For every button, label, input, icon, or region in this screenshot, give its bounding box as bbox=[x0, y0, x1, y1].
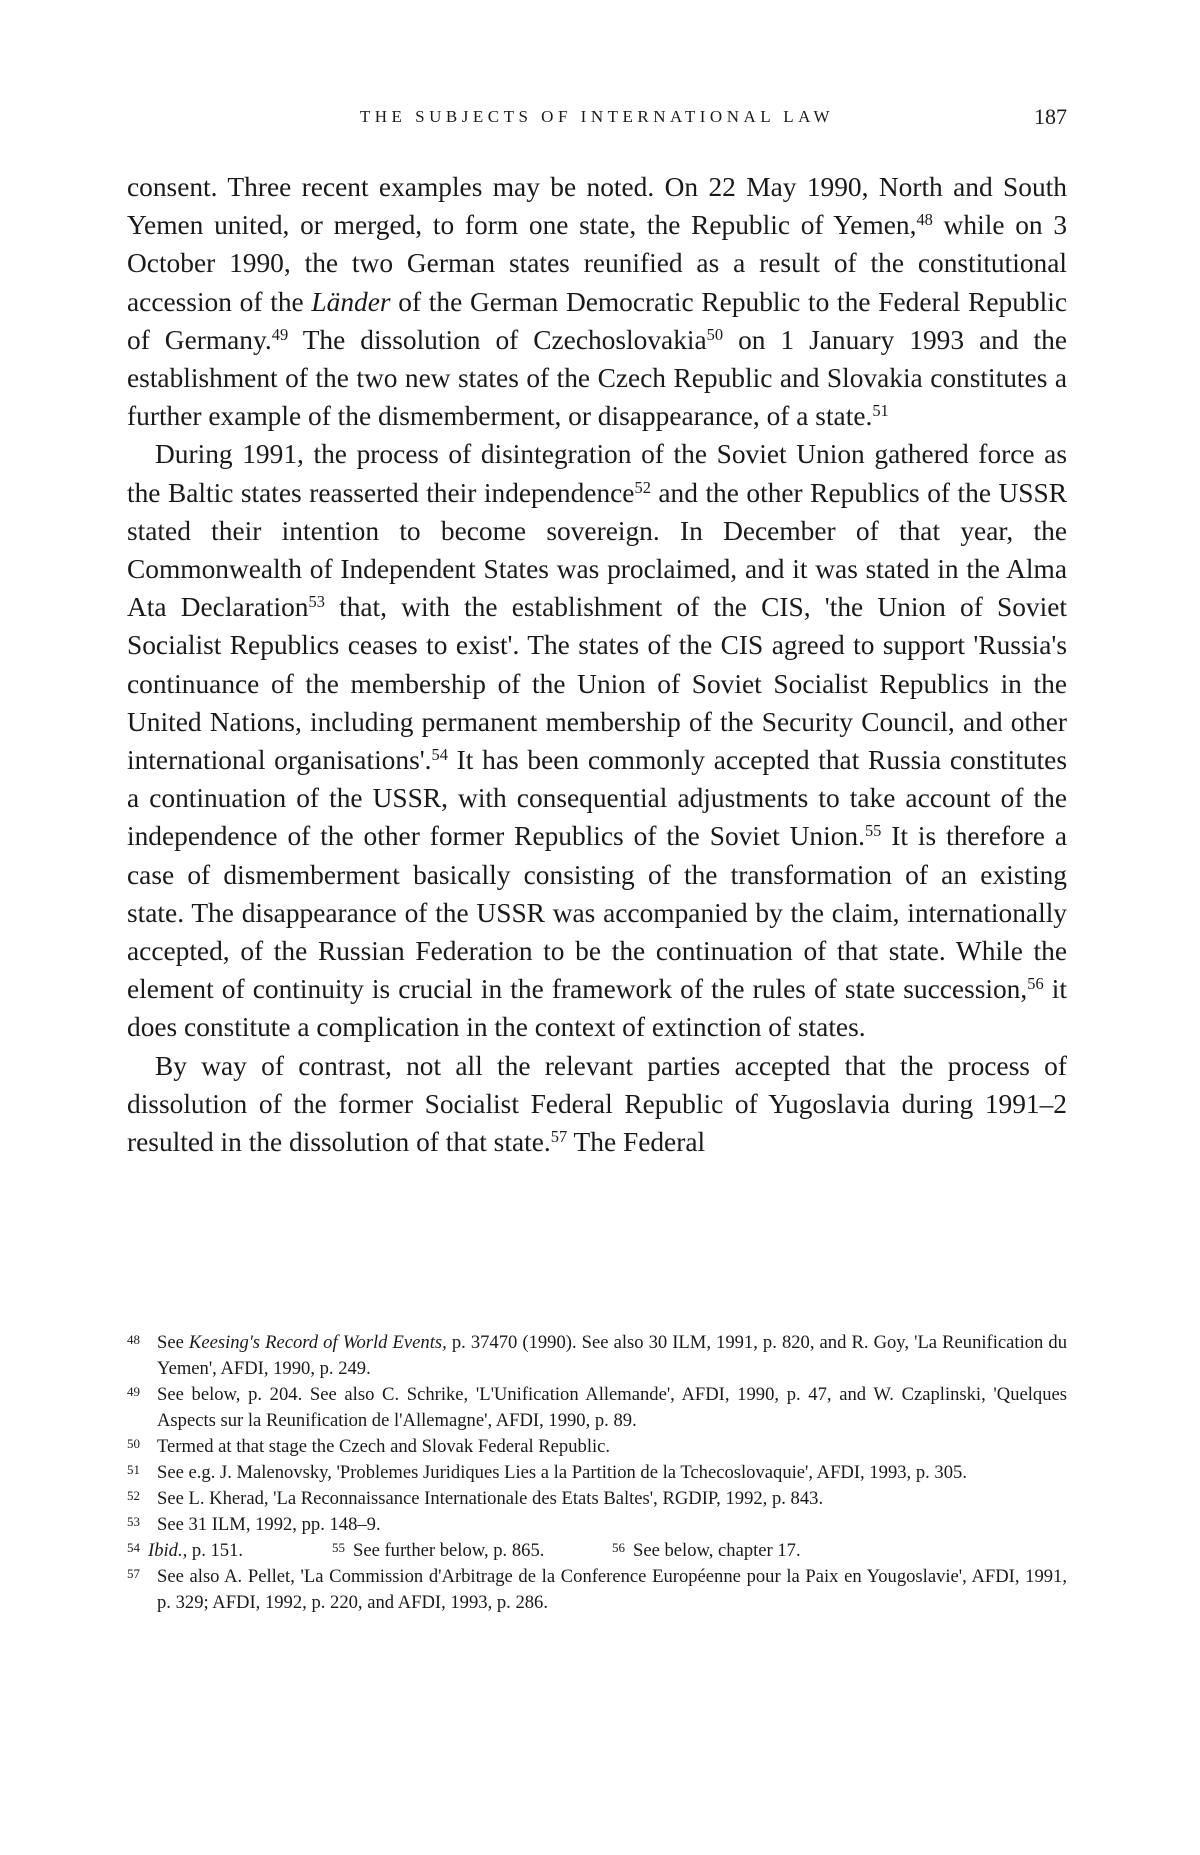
footnote-text: See also A. Pellet, 'La Commission d'Arbitrage de la Conference Européenne pour la Paix en Yougoslavie', AFDI, 1991, p. 329; AFDI, 1992, p. 220, and AFDI, 1993, p. 286. bbox=[157, 1566, 1067, 1613]
text-run: while on 3 October 1990, the two German states reunified as a result of the constitutional accession of the bbox=[127, 210, 1068, 317]
italic-term: Länder bbox=[311, 286, 391, 317]
footnote-ref: 57 bbox=[550, 1127, 568, 1147]
footnote bbox=[127, 1330, 1067, 1382]
footnote-ref: 54 bbox=[431, 745, 448, 765]
footnotes bbox=[127, 1330, 1067, 1616]
text-run: consent. Three recent examples may be noted. On 22 May 1990, North and South Yemen united, or merged, to form one state, the Republic of Yemen, bbox=[127, 172, 1067, 241]
body-text bbox=[127, 168, 1067, 1161]
text-run: that, with the establishment of the CIS, 'the Union of Soviet Socialist Republics ceases to exist'. The states of the CIS agreed to support 'Russia's continuance of the membership of the Union of Soviet Socialist Republics in the United Nations, including permanent membership of the Security Council, and other international organisations'. bbox=[127, 592, 1067, 776]
footnote-text: See below, p. 204. See also C. Schrike, 'L'Unification Allemande', AFDI, 1990, p. 47, and W. Czaplinski, 'Quelques Aspects sur la Reunification de l'Allemagne', AFDI, 1990, p. 89. bbox=[157, 1384, 1067, 1431]
footnote-ref: 51 bbox=[872, 401, 889, 421]
text-run: By way of contrast, not all the relevant parties accepted that the process of dissolution of the former Socialist Federal Republic of Yugoslavia during 1991–2 resulted in the dissolution of that state. bbox=[127, 1050, 1067, 1158]
footnote-text: See below, chapter 17. bbox=[633, 1540, 801, 1561]
footnote bbox=[127, 1564, 1067, 1616]
paragraph bbox=[127, 1047, 1067, 1162]
footnote-number: 48 bbox=[127, 1332, 140, 1347]
footnote-row bbox=[127, 1538, 1067, 1564]
footnote-text: See L. Kherad, 'La Reconnaissance Internationale des Etats Baltes', RGDIP, 1992, p. 843. bbox=[157, 1488, 824, 1509]
footnote-number: 50 bbox=[127, 1436, 140, 1451]
footnote bbox=[127, 1538, 243, 1564]
footnote-ref: 56 bbox=[1027, 974, 1044, 994]
footnote-number: 52 bbox=[127, 1488, 140, 1503]
footnote bbox=[127, 1382, 1067, 1434]
page-number: 187 bbox=[1034, 104, 1067, 129]
text-run: it does constitute a complication in the context of extinction of states. bbox=[127, 974, 1067, 1043]
footnote bbox=[127, 1434, 1067, 1460]
footnote-text: See further below, p. 865. bbox=[353, 1540, 545, 1561]
text-run: It is therefore a case of dismemberment basically consisting of the transformation of an existing state. The disappearance of the USSR was accompanied by the claim, internationally accepted, of the Russian Federation to be the continuation of that state. While the element of continuity is crucial in the framework of the rules of state succession, bbox=[127, 821, 1068, 1005]
footnote bbox=[127, 1512, 1067, 1538]
footnote-ref: 52 bbox=[634, 477, 651, 497]
footnote-number: 54 bbox=[127, 1540, 140, 1555]
text-run: During 1991, the process of disintegration of the Soviet Union gathered force as the Baltic states reasserted their independence bbox=[127, 439, 1067, 508]
footnote-ref: 48 bbox=[916, 210, 933, 230]
footnote bbox=[332, 1538, 544, 1564]
running-head: THE SUBJECTS OF INTERNATIONAL LAW bbox=[359, 107, 835, 126]
footnote bbox=[127, 1486, 1067, 1512]
footnote-text: See e.g. J. Malenovsky, 'Problemes Juridiques Lies a la Partition de la Tchecoslovaquie', AFDI, 1993, p. 305. bbox=[157, 1462, 967, 1483]
paragraph bbox=[127, 168, 1067, 435]
text-run: The dissolution of Czechoslovakia bbox=[288, 324, 707, 355]
footnote-ref: 50 bbox=[706, 324, 724, 344]
footnote-italic: Ibid., bbox=[148, 1540, 188, 1561]
footnote-text: p. 37470 (1990). See also 30 ILM, 1991, p. 820, and R. Goy, 'La Reunification du Yemen', AFDI, 1990, p. 249. bbox=[157, 1332, 1067, 1379]
footnote bbox=[127, 1460, 1067, 1486]
footnote-text: Termed at that stage the Czech and Slovak Federal Republic. bbox=[157, 1436, 611, 1457]
text-run: of the German Democratic Republic to the Federal Republic of Germany. bbox=[127, 286, 1067, 355]
text-run: on 1 January 1993 and the establishment of the two new states of the Czech Republic and Slovakia constitutes a further example of the dismemberment, or disappearance, of a state. bbox=[127, 324, 1067, 432]
text-run: and the other Republics of the USSR stated their intention to become sovereign. In December of that year, the Commonwealth of Independent States was proclaimed, and it was stated in the Alma Ata Declaration bbox=[127, 477, 1067, 623]
footnote-italic: Keesing's Record of World Events, bbox=[188, 1332, 447, 1353]
footnote-number: 56 bbox=[612, 1540, 625, 1555]
footnote bbox=[612, 1538, 801, 1564]
footnote-number: 57 bbox=[127, 1566, 140, 1581]
footnote-number: 51 bbox=[127, 1462, 140, 1477]
page-header bbox=[127, 104, 1067, 134]
footnote-number: 49 bbox=[127, 1384, 140, 1399]
footnote-text: See 31 ILM, 1992, pp. 148–9. bbox=[157, 1514, 381, 1535]
footnote-ref: 53 bbox=[308, 592, 325, 612]
paragraph bbox=[127, 435, 1067, 1046]
text-run: The Federal bbox=[567, 1127, 706, 1158]
footnote-text: See bbox=[157, 1332, 189, 1353]
footnote-number: 53 bbox=[127, 1514, 140, 1529]
footnote-text: p. 151. bbox=[187, 1540, 244, 1561]
footnote-number: 55 bbox=[332, 1540, 345, 1555]
footnote-ref: 55 bbox=[864, 821, 882, 841]
text-run: It has been commonly accepted that Russia constitutes a continuation of the USSR, with consequential adjustments to take account of the independence of the other former Republics of the Soviet Union. bbox=[127, 745, 1067, 852]
footnote-ref: 49 bbox=[271, 324, 289, 344]
